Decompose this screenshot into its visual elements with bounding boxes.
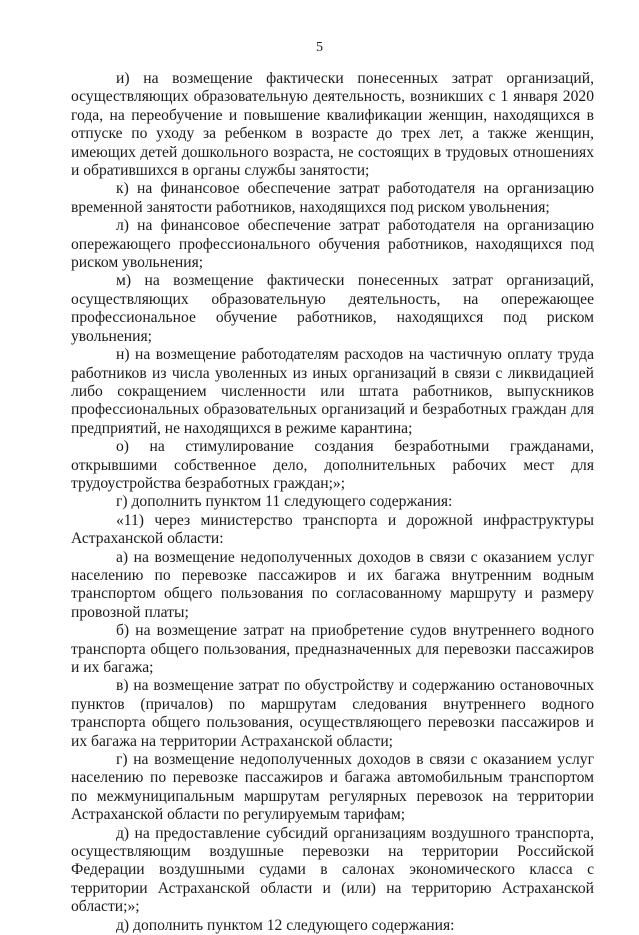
document-body xyxy=(71,70,594,935)
paragraph-11-d: д) на предоставление субсидий организациям воздушного транспорта, осуществляющим воздушные перевозки на территории Российской Федерации воздушными судами в салонах экономического класса с территории Астраханской области и (или) на территорию Астраханской области;»; xyxy=(71,824,594,916)
paragraph-11-b: б) на возмещение затрат на приобретение судов внутреннего водного транспорта общего пользования, предназначенных для перевозки пассажиров и их багажа; xyxy=(71,622,594,676)
paragraph-m: м) на возмещение фактически понесенных затрат организаций, осуществляющих образовательную деятельность, на опережающее профессиональное обучение работников, находящихся под риском увольнения; xyxy=(71,272,594,345)
paragraph-o: о) на стимулирование создания безработными гражданами, открывшими собственное дело, дополнительных рабочих мест для трудоустройства безработных граждан;»; xyxy=(71,438,594,492)
paragraph-d-add-12: д) дополнить пунктом 12 следующего содержания: xyxy=(116,916,455,934)
paragraph-11-g: г) на возмещение недополученных доходов в связи с оказанием услуг населению по перевозке пассажиров и багажа автомобильным транспортом по межмуниципальным маршрутам регулярных перевозок на территории Астраханской области по регулируемым тарифам; xyxy=(71,751,594,824)
paragraph-l: л) на финансовое обеспечение затрат работодателя на организацию опережающего профессионального обучения работников, находящихся под риском увольнения; xyxy=(71,217,594,272)
page-number: 5 xyxy=(316,40,323,55)
paragraph-k: к) на финансовое обеспечение затрат работодателя на организацию временной занятости работников, находящихся под риском увольнения; xyxy=(71,180,594,216)
paragraph-i: и) на возмещение фактически понесенных затрат организаций, осуществляющих образовательную деятельность, возникших с 1 января 2020 года, на переобучение и повышение квалификации женщин, находящихся в отпуске по уходу за ребенком в возрасте до трех лет, а также женщин, имеющих детей дошкольного возраста, не состоящих в трудовых отношениях и обратившихся в органы службы занятости; xyxy=(71,70,594,180)
paragraph-g-add-11: г) дополнить пунктом 11 следующего содержания: xyxy=(116,493,453,511)
paragraph-11-v: в) на возмещение затрат по обустройству и содержанию остановочных пунктов (причалов) по маршрутам следования внутреннего водного транспорта общего пользования, осуществляющего перевозки пассажиров и их багажа на территории Астраханской области; xyxy=(71,677,594,750)
paragraph-n: н) на возмещение работодателям расходов на частичную оплату труда работников из числа уволенных из иных организаций в связи с ликвидацией либо сокращением численности или штата работников, выпускников профессиональных образовательных организаций и безработных граждан для предприятий, не находящихся в режиме карантина; xyxy=(71,346,594,437)
paragraph-11-a: а) на возмещение недополученных доходов в связи с оказанием услуг населению по перевозке пассажиров и их багажа внутренним водным транспортом общего пользования по согласованному маршруту и размеру провозной платы; xyxy=(71,548,594,621)
paragraph-11-intro: «11) через министерство транспорта и дорожной инфраструктуры Астраханской области: xyxy=(71,511,594,548)
